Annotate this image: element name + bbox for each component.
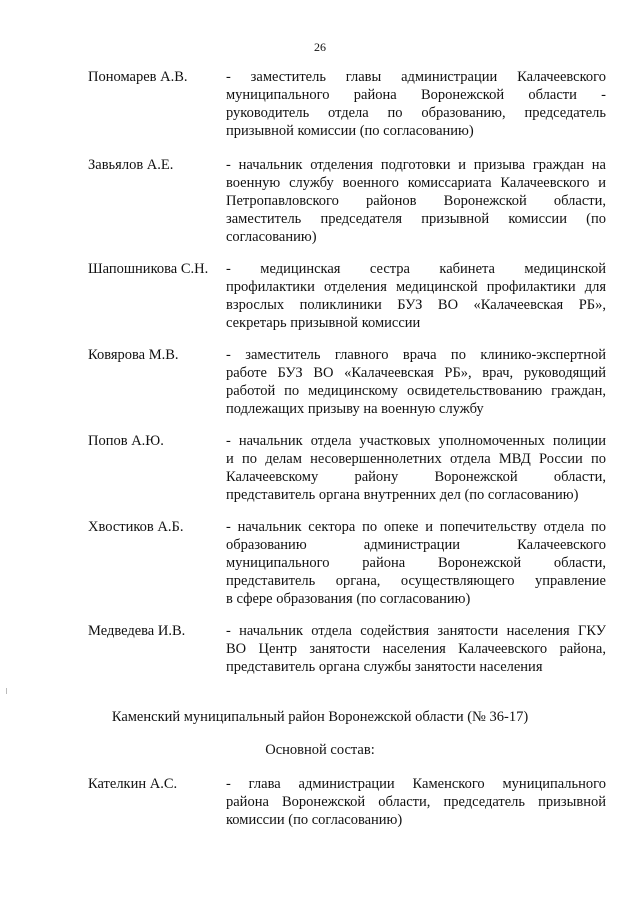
member-role [226,622,606,676]
role-line: представитель органа внутренних дел (по согласованию) [226,487,579,503]
role-line: подлежащих призыву на военную службу [226,401,484,417]
role-line: Петропавловского районов Воронежской области, [226,193,606,209]
role-line: представитель органа, осуществляющего управление [226,573,606,589]
role-line: - начальник сектора по опеке и попечительству отдела по [226,519,606,535]
member-name: Попов А.Ю. [88,433,164,449]
role-line: - глава администрации Каменского муниципального [226,776,606,792]
role-line: заместитель председателя призывной комиссии (по [226,211,606,227]
member-role [226,346,606,418]
role-line: - заместитель главы администрации Калачеевского [226,69,606,85]
member-role [226,432,606,504]
page-number: 26 [314,40,326,54]
role-line: муниципального района Воронежской области - [226,87,606,103]
role-line: комиссии (по согласованию) [226,812,403,828]
member-role [226,775,606,829]
role-line: и по делам несовершеннолетних отдела МВД России по [226,451,606,467]
member-name: Пономарев А.В. [88,69,188,85]
role-line: в сфере образования (по согласованию) [226,591,471,607]
member-name: Ковярова М.В. [88,347,179,363]
member-role [226,156,606,246]
role-line: военную службу военного комиссариата Калачеевского и [226,175,606,191]
role-line: взрослых поликлиники БУЗ ВО «Калачеевская РБ», [226,297,606,313]
role-line: муниципального района Воронежской области, [226,555,606,571]
role-line: призывной комиссии (по согласованию) [226,123,474,139]
subheading: Основной состав: [265,742,375,758]
role-line: - начальник отделения подготовки и призыва граждан на [226,157,606,173]
role-line: руководитель отдела по образованию, председатель [226,105,606,121]
role-line: согласованию) [226,229,317,245]
member-name: Шапошникова С.Н. [88,261,209,277]
role-line: профилактики отделения медицинской профилактики для [226,279,606,295]
member-name: Кателкин А.С. [88,776,178,792]
member-role [226,260,606,332]
role-line: образованию администрации Калачеевского [226,537,606,553]
role-line: секретарь призывной комиссии [226,315,421,331]
role-line: - начальник отдела участковых уполномоченных полиции [226,433,606,449]
role-line: работой по медицинскому освидетельствованию граждан, [226,383,606,399]
role-line: представитель органа службы занятости населения [226,659,543,675]
member-role [226,518,606,608]
member-name: Хвостиков А.Б. [88,519,184,535]
role-line: - медицинская сестра кабинета медицинской [226,261,606,277]
section-heading: Каменский муниципальный район Воронежской области (№ 36-17) [111,709,529,725]
member-role [226,68,606,140]
member-name: Завьялов А.Е. [88,157,174,173]
role-line: - начальник отдела содействия занятости населения ГКУ [226,623,606,639]
role-line: работе БУЗ ВО «Калачеевская РБ», врач, руководящий [226,365,606,381]
role-line: - заместитель главного врача по клинико-экспертной [226,347,606,363]
role-line: ВО Центр занятости населения Калачеевского района, [226,641,606,657]
scan-margin-mark [6,688,7,694]
member-name: Медведева И.В. [88,623,186,639]
role-line: Калачеевскому району Воронежской области, [226,469,606,485]
role-line: района Воронежской области, председатель призывной [226,794,606,810]
